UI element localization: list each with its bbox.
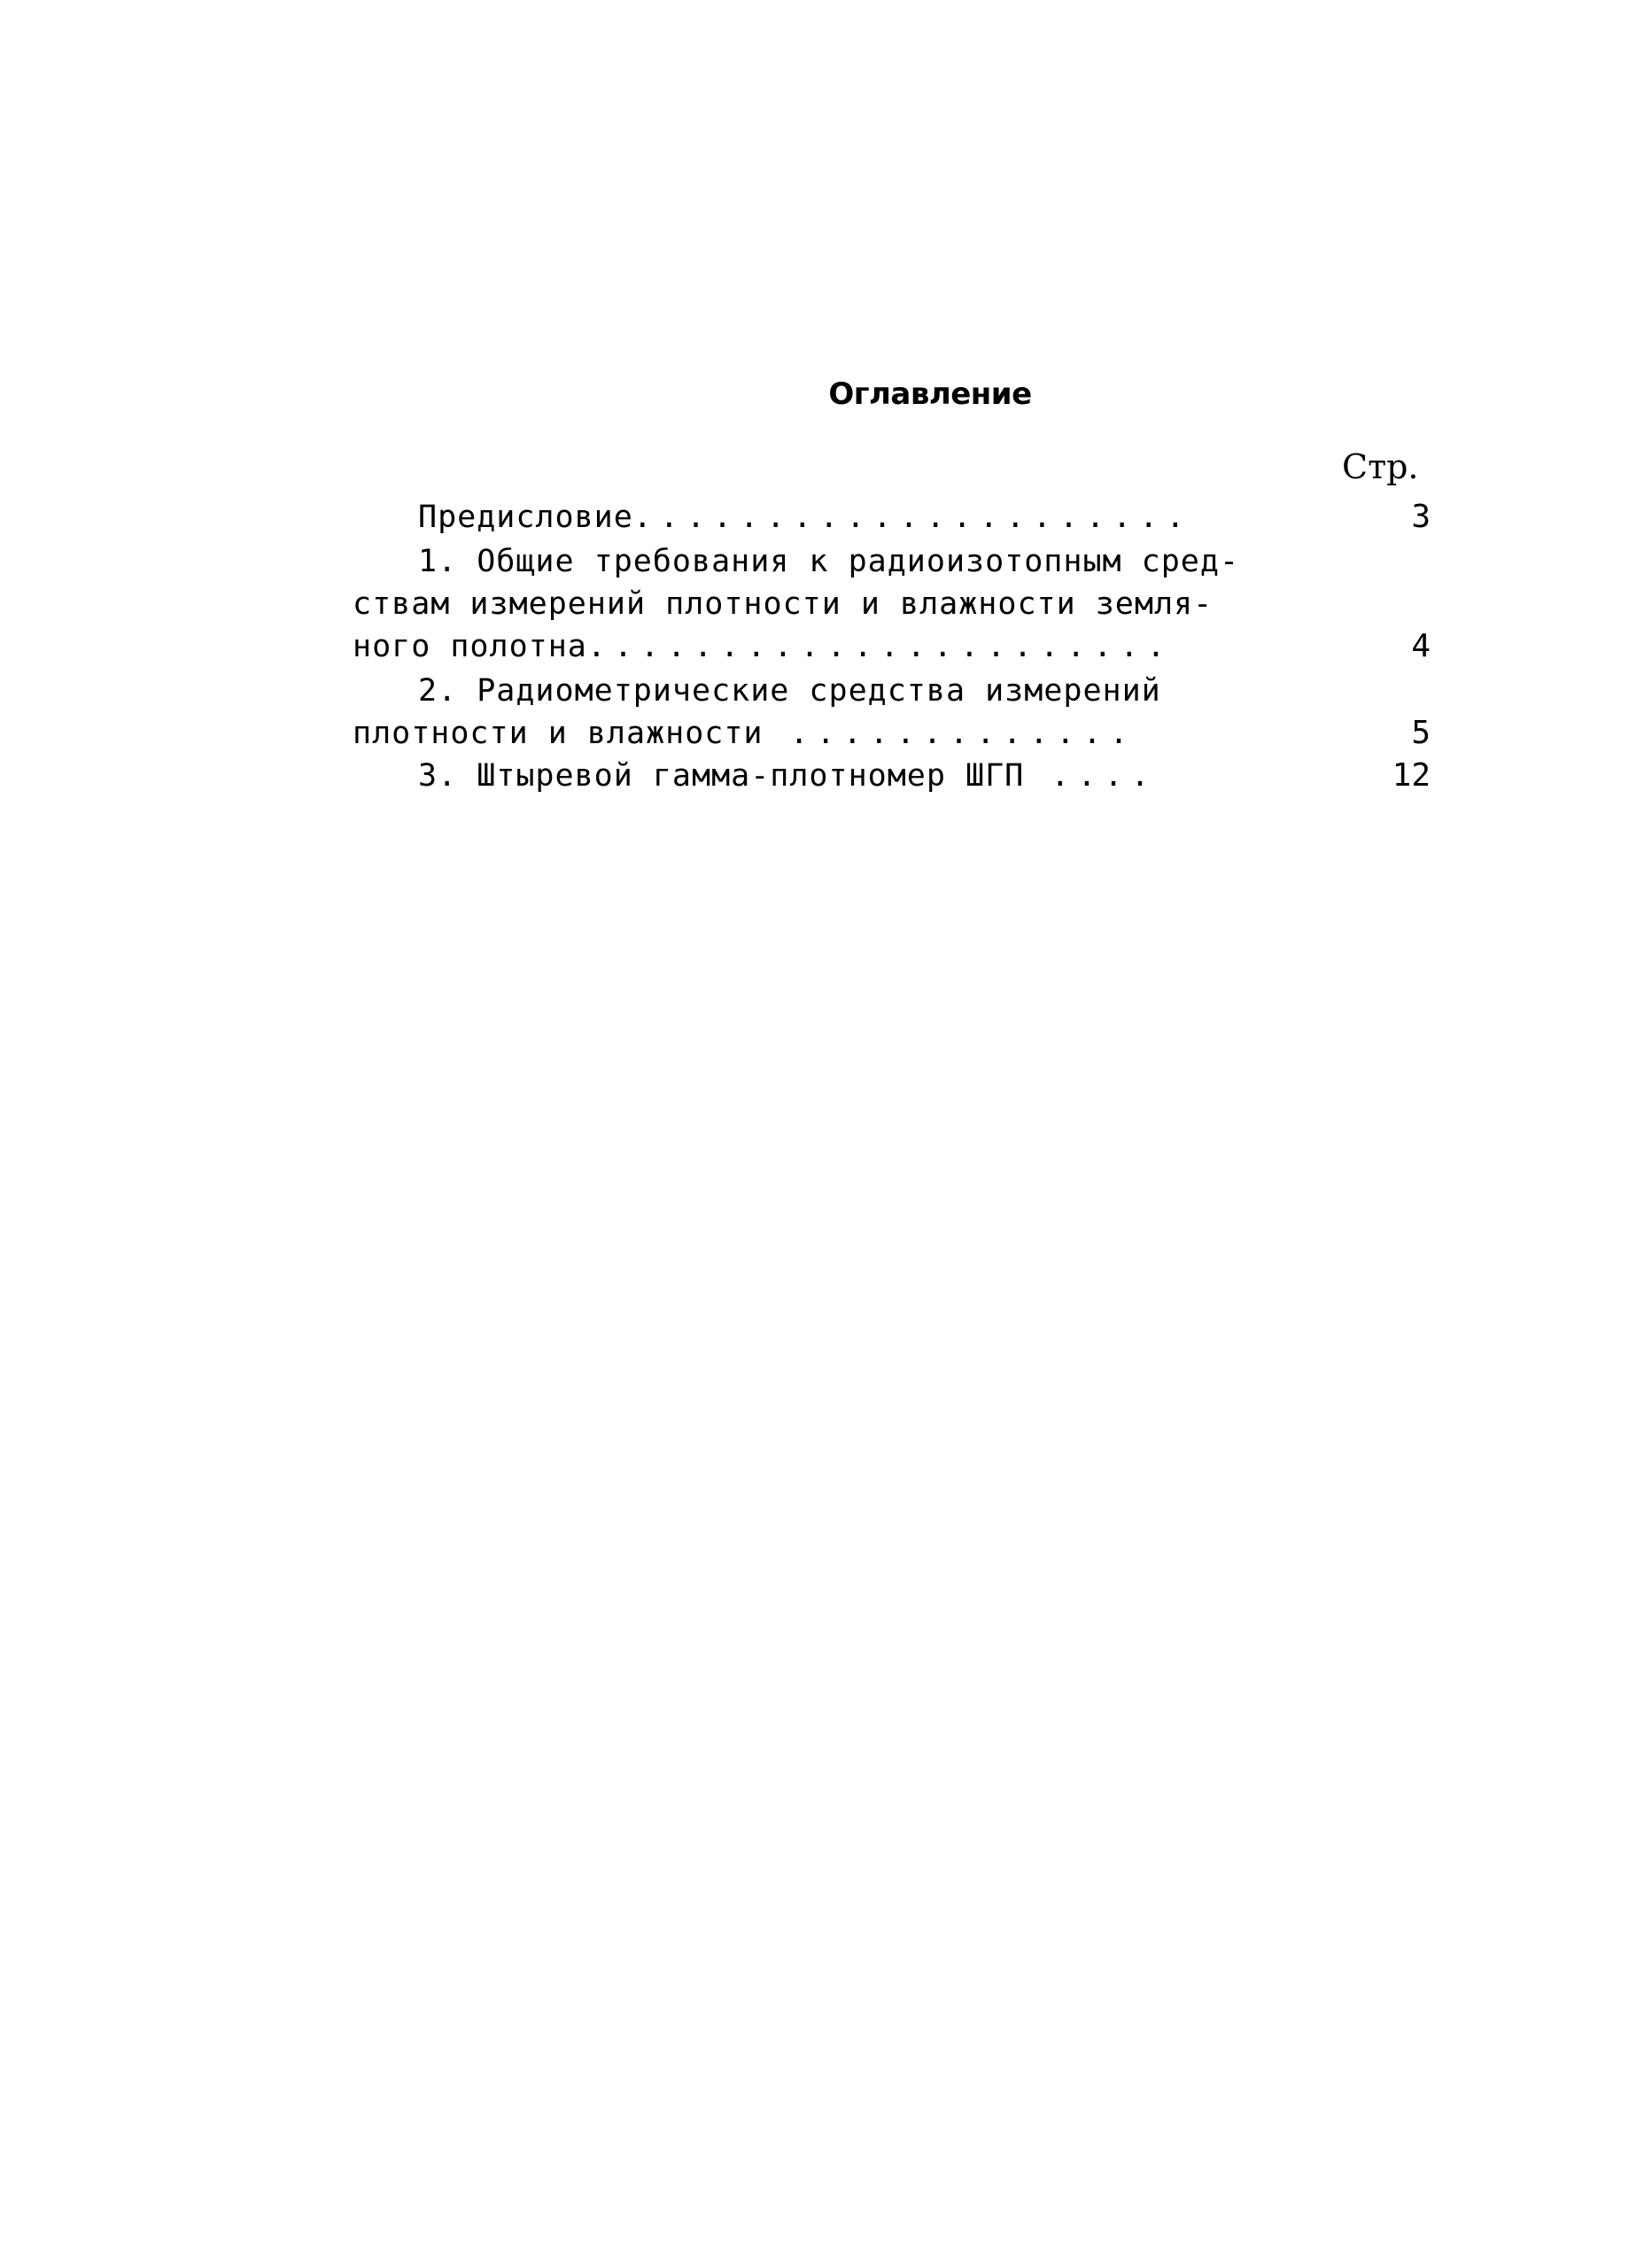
toc-entry-text: 2. Радиометрические средства измерений	[418, 673, 1161, 709]
toc-entry-line	[418, 496, 1192, 539]
toc-page-number: 3	[1411, 499, 1431, 535]
toc-entry-text: 1. Общие требования к радиоизотопным сред-	[418, 544, 1240, 579]
toc-leader-dots: ....	[1024, 758, 1158, 794]
page-title: Оглавление	[828, 376, 1032, 412]
toc-page-number: 4	[1411, 628, 1431, 664]
toc-leader-dots: ......................	[586, 629, 1174, 664]
toc-leader-dots: .....................	[632, 500, 1193, 535]
page-column-header: Стр.	[1342, 447, 1419, 486]
toc-entry-text: 3. Штыревой гамма-плотномер ШГП	[418, 758, 1025, 794]
toc-entry-line	[418, 670, 1161, 712]
toc-entry-line	[418, 540, 1239, 583]
toc-page-number: 5	[1411, 715, 1431, 751]
toc-leader-dots: .............	[763, 716, 1136, 751]
toc-entry-text: плотности и влажности	[353, 716, 764, 751]
toc-entry-text: Предисловие	[418, 500, 633, 535]
toc-entry-text: ного полотна	[353, 629, 587, 664]
toc-entry-line	[353, 712, 1136, 755]
toc-entry-line	[353, 583, 1213, 625]
toc-entry-line	[353, 625, 1173, 668]
toc-entry-text: ствам измерений плотности и влажности земля-	[353, 586, 1214, 622]
toc-entry-line	[418, 755, 1158, 797]
toc-page-number: 12	[1392, 757, 1431, 794]
